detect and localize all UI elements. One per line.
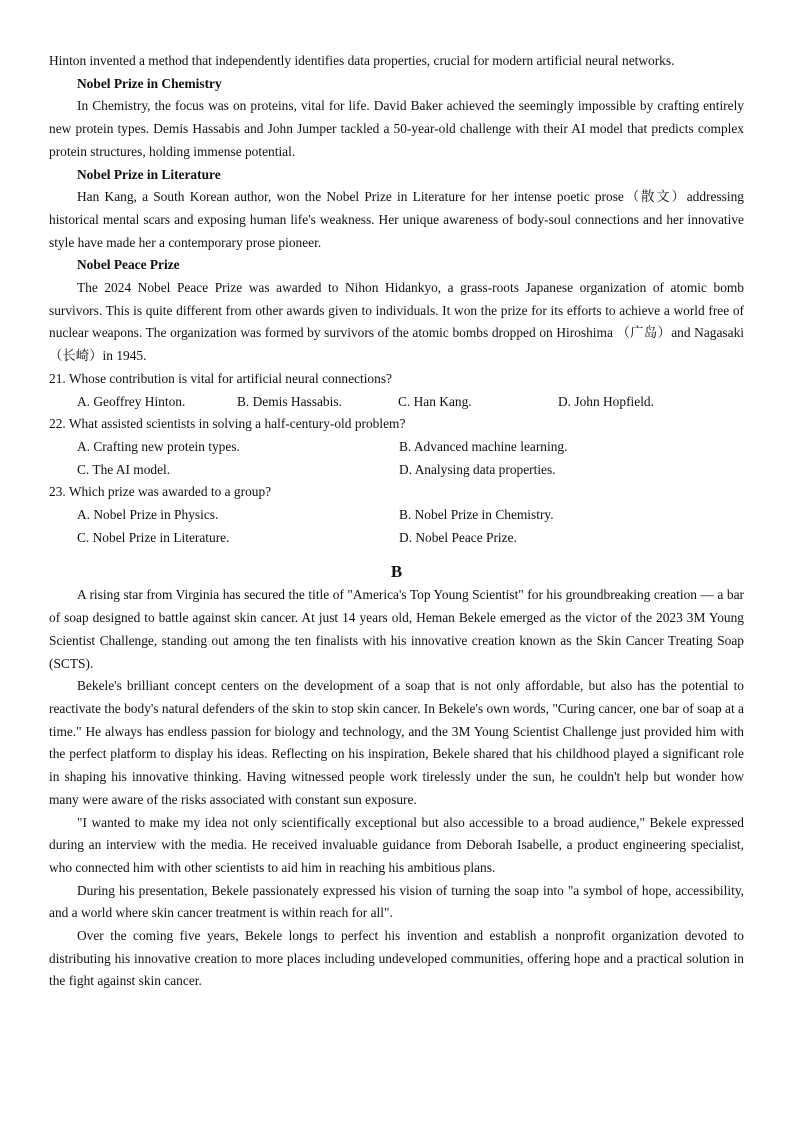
section-b-paragraph-2: Bekele's brilliant concept centers on the development of a soap that is not only affordable, but also has the potential to reactivate the body's natural defenders of the skin to stop skin cancer. In Bekele's own words, "Curing cancer, one bar of soap at a time." He always has endless passion for biology and technology, and the 3M Young Scientist Challenge just provided him with the perfect platform to display his ideas. Reflecting on his inspiration, Bekele shared that his childhood played a significant role in shaping his innovative thinking. Having witnessed people work tirelessly under the sun, he couldn't help but wonder how many were aware of the risks associated with constant sun exposure. xyxy=(49,678,744,807)
literature-heading: Nobel Prize in Literature xyxy=(77,166,221,182)
section-b-title: B xyxy=(390,562,403,582)
section-b-paragraph-1: A rising star from Virginia has secured the title of "America's Top Young Scientist" for his groundbreaking creation — a bar of soap designed to battle against skin cancer. At just 14 years old, Heman Bekele emerged as the victor of the 2023 3M Young Scientist Challenge, standing out among the ten finalists with his innovative creation known as the Skin Cancer Treating Soap (SCTS). xyxy=(49,587,744,671)
question-21-options xyxy=(49,391,744,414)
question-22-option-d[interactable]: D. Analysing data properties. xyxy=(399,461,556,477)
section-b-paragraph-3: "I wanted to make my idea not only scientifically exceptional but also accessible to a broad audience," Bekele expressed during an interview with the media. He received invaluable guidance from Deborah Isabelle, a product engineering specialist, who connected him with other scientists to aid him in reaching his ambitious plans. xyxy=(49,814,744,875)
question-22-option-a[interactable]: A. Crafting new protein types. xyxy=(77,438,240,454)
question-22-stem: 22. What assisted scientists in solving a half-century-old problem? xyxy=(49,416,406,432)
question-23-option-b[interactable]: B. Nobel Prize in Chemistry. xyxy=(399,507,554,523)
peace-heading: Nobel Peace Prize xyxy=(77,257,180,273)
section-b-paragraph-4: During his presentation, Bekele passionately expressed his vision of turning the soap into "a symbol of hope, accessibility, and a world where skin cancer treatment is within reach for all". xyxy=(49,882,744,921)
question-21-stem: 21. Whose contribution is vital for artificial neural connections? xyxy=(49,370,392,386)
peace-paragraph: The 2024 Nobel Peace Prize was awarded to Nihon Hidankyo, a grass-roots Japanese organization of atomic bomb survivors. This is quite different from other awards given to individuals. It won the prize for its efforts to achieve a world free of nuclear weapons. The organization was formed by survivors of the atomic bombs dropped on Hiroshima （广岛）and Nagasaki（长崎）in 1945. xyxy=(49,280,744,364)
question-21-option-d[interactable]: D. John Hopfield. xyxy=(558,393,654,409)
question-23-option-a[interactable]: A. Nobel Prize in Physics. xyxy=(77,507,219,523)
chemistry-heading: Nobel Prize in Chemistry xyxy=(77,75,222,91)
question-21-option-a[interactable]: A. Geoffrey Hinton. xyxy=(77,393,186,409)
question-22-option-b[interactable]: B. Advanced machine learning. xyxy=(399,438,568,454)
chemistry-paragraph: In Chemistry, the focus was on proteins, vital for life. David Baker achieved the seemingly impossible by crafting entirely new protein types. Demis Hassabis and John Jumper tackled a 50-year-old challenge with their AI model that predicts complex protein structures, holding immense potential. xyxy=(49,98,744,159)
section-b-paragraph-5: Over the coming five years, Bekele longs to perfect his invention and establish a nonprofit organization devoted to distributing his innovative creation to more places including undeveloped communities, offering hope and a practical solution in the fight against skin cancer. xyxy=(49,928,744,989)
question-21-option-c[interactable]: C. Han Kang. xyxy=(398,393,472,409)
question-23-option-c[interactable]: C. Nobel Prize in Literature. xyxy=(77,529,230,545)
question-23-stem: 23. Which prize was awarded to a group? xyxy=(49,484,272,500)
intro-paragraph: Hinton invented a method that independently identifies data properties, crucial for modern artificial neural networks. xyxy=(49,53,675,68)
question-22-options xyxy=(49,436,744,481)
question-23-option-d[interactable]: D. Nobel Peace Prize. xyxy=(399,529,517,545)
question-22-option-c[interactable]: C. The AI model. xyxy=(77,461,171,477)
question-21-option-b[interactable]: B. Demis Hassabis. xyxy=(237,393,342,409)
exam-page xyxy=(49,50,744,993)
literature-paragraph: Han Kang, a South Korean author, won the Nobel Prize in Literature for her intense poetic prose（散文）addressing historical mental scars and exposing human life's weakness. Her unique awareness of body-soul connections and her innovative style have made her a contemporary prose pioneer. xyxy=(49,189,744,250)
question-23-options xyxy=(49,504,744,549)
